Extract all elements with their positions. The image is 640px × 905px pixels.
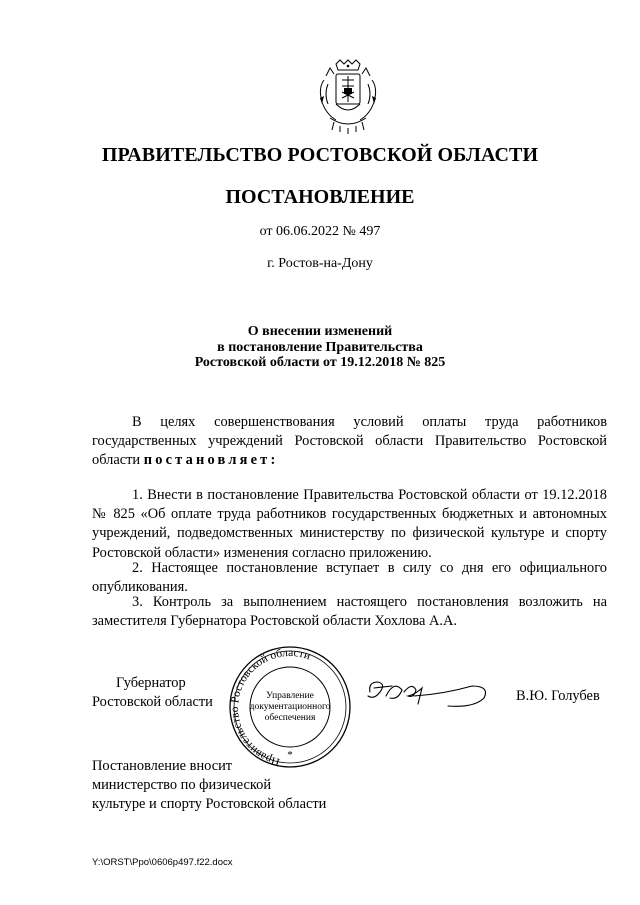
signatory-title-line-2: Ростовской области bbox=[92, 694, 213, 710]
item-1-paragraph bbox=[92, 486, 611, 563]
item-3-paragraph bbox=[92, 593, 611, 631]
item-2-text: 2. Настоящее постановление вступает в силу со дня его официального опубликования. bbox=[92, 560, 611, 596]
submitted-by-note bbox=[92, 757, 326, 814]
official-stamp bbox=[226, 644, 354, 770]
preamble-paragraph bbox=[92, 413, 611, 471]
preamble-text: В целях совершенствования условий оплаты труда работников государственных учреждений Ростовской области Правительство Ростовской области bbox=[92, 414, 611, 469]
document-title bbox=[0, 324, 640, 371]
item-2-paragraph bbox=[92, 559, 611, 597]
decree-word: постановляет: bbox=[143, 452, 279, 469]
signatory-title-line-1: Губернатор bbox=[116, 675, 186, 691]
document-type: ПОСТАНОВЛЕНИЕ bbox=[225, 186, 415, 208]
note-line-2: министерство по физической bbox=[92, 777, 272, 793]
stamp-inner-line-1: Управление bbox=[266, 691, 314, 701]
note-line-3: культуре и спорту Ростовской области bbox=[92, 796, 327, 812]
note-line-1: Постановление вносит bbox=[92, 758, 233, 774]
stamp-star-icon: * bbox=[287, 749, 293, 761]
title-line-3: Ростовской области от 19.12.2018 № 825 bbox=[194, 355, 446, 370]
title-line-2: в постановление Правительства bbox=[217, 339, 423, 355]
handwritten-signature bbox=[364, 674, 494, 714]
document-city: г. Ростов-на-Дону bbox=[267, 256, 373, 271]
file-path-footer: Y:\ORST\Ppo\0606p497.f22.docx bbox=[92, 857, 233, 868]
stamp-inner-line-2: документационного bbox=[249, 702, 331, 712]
item-1-text: 1. Внести в постановление Правительства Ростовской области от 19.12.2018 № 825 «Об оплате труда работников государственных бюджетных и автономных учреждений, подведомственных министерству по физической культуре и спорту Ростовской области» изменения согласно приложению. bbox=[92, 487, 611, 561]
coat-of-arms-icon bbox=[314, 58, 382, 134]
title-line-1: О внесении изменений bbox=[247, 324, 393, 339]
government-name: ПРАВИТЕЛЬСТВО РОСТОВСКОЙ ОБЛАСТИ bbox=[101, 144, 539, 166]
stamp-outer-text: Правительство Ростовской области bbox=[228, 646, 312, 768]
stamp-inner-line-3: обеспечения bbox=[264, 713, 316, 723]
document-number: от 06.06.2022 № 497 bbox=[259, 224, 381, 239]
signatory-title bbox=[92, 674, 213, 712]
item-3-text: 3. Контроль за выполнением настоящего постановления возложить на заместителя Губернатора Ростовской области Хохлова А.А. bbox=[92, 594, 611, 630]
signatory-name: В.Ю. Голубев bbox=[516, 688, 600, 704]
